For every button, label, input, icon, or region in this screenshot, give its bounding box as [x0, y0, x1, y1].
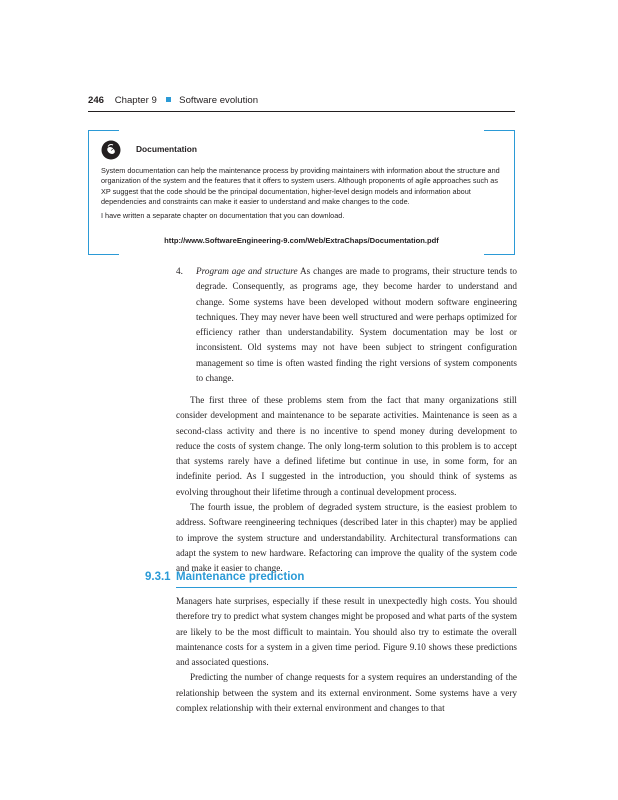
box-corner-top-right — [484, 130, 515, 151]
section-number: 9.3.1 — [145, 571, 171, 583]
documentation-link[interactable]: http://www.SoftwareEngineering-9.com/Web/ExtraChaps/Documentation.pdf — [164, 236, 439, 245]
box-body — [101, 166, 505, 221]
list-item-text — [196, 264, 517, 386]
paragraph: The first three of these problems stem from the fact that many organizations still consider development and maintenance to be separate activities. Maintenance is seen as a second-class activity and there is no incentive to spend money during development to reduce the costs of system change. The only long-term solution to this problem is to accept that systems rarely have a defined lifetime but continue in use, in some form, for an indefinite period. As I suggested in the introduction, you should think of systems as evolving throughout their lifetime through a continual development process. — [176, 395, 517, 497]
body-text — [176, 393, 517, 577]
box-title: Documentation — [136, 144, 197, 154]
list-item-4 — [176, 264, 517, 386]
box-paragraph: I have written a separate chapter on documentation that you can download. — [101, 210, 345, 220]
running-header — [88, 95, 515, 106]
section-body-text — [176, 594, 517, 716]
paragraph: The fourth issue, the problem of degraded system structure, is the easiest problem to address. Software reengineering techniques (described later in this chapter) may be applied to improve the system structure and understandability. Architectural transformations can adapt the system to new hardware. Refactoring can improve the quality of the system code and make it easier to change. — [176, 502, 517, 574]
paragraph: Predicting the number of change requests for a system requires an understanding of the relationship between the system and its external environment. Some systems have a very complex relationship with their external environment and changes to that — [176, 672, 517, 714]
paragraph: Managers hate surprises, especially if these result in unexpectedly high costs. You should therefore try to predict what system changes might be proposed and what parts of the system are likely to be the most difficult to maintain. You should also try to estimate the overall maintenance costs for a system in a given time period. Figure 9.10 shows these predictions and associated questions. — [176, 596, 517, 668]
list-item-body: As changes are made to programs, their structure tends to degrade. Consequently, as programs age, they become harder to understand and change. Some systems have been developed without modern software engineering techniques. They may never have been well structured and were perhaps optimized for efficiency rather than understandability. System documentation may be lost or inconsistent. Old systems may not have been subject to stringent configuration management so time is often wasted finding the right versions of system components to change. — [196, 266, 517, 384]
header-rule — [88, 111, 515, 112]
box-paragraph: System documentation can help the maintenance process by providing maintainers with information about the structure and organization of the system and the features that it offers to system users. Although proponents of agile approaches such as XP suggest that the code should be the principal documentation, higher-level design models and information about dependencies and constraints can make it easier to understand and make changes to the code. — [101, 166, 500, 207]
chapter-label: Chapter 9 — [114, 95, 157, 106]
mouse-icon — [101, 140, 121, 160]
page-number: 246 — [88, 95, 105, 106]
section-rule — [176, 587, 517, 588]
list-item-number: 4. — [176, 266, 183, 276]
documentation-box — [88, 130, 515, 255]
list-item-label: Program age and structure — [196, 266, 298, 276]
section-title: Maintenance prediction — [176, 571, 305, 583]
chapter-title: Software evolution — [179, 95, 259, 106]
section-heading — [145, 571, 517, 583]
header-square-bullet — [166, 97, 171, 102]
